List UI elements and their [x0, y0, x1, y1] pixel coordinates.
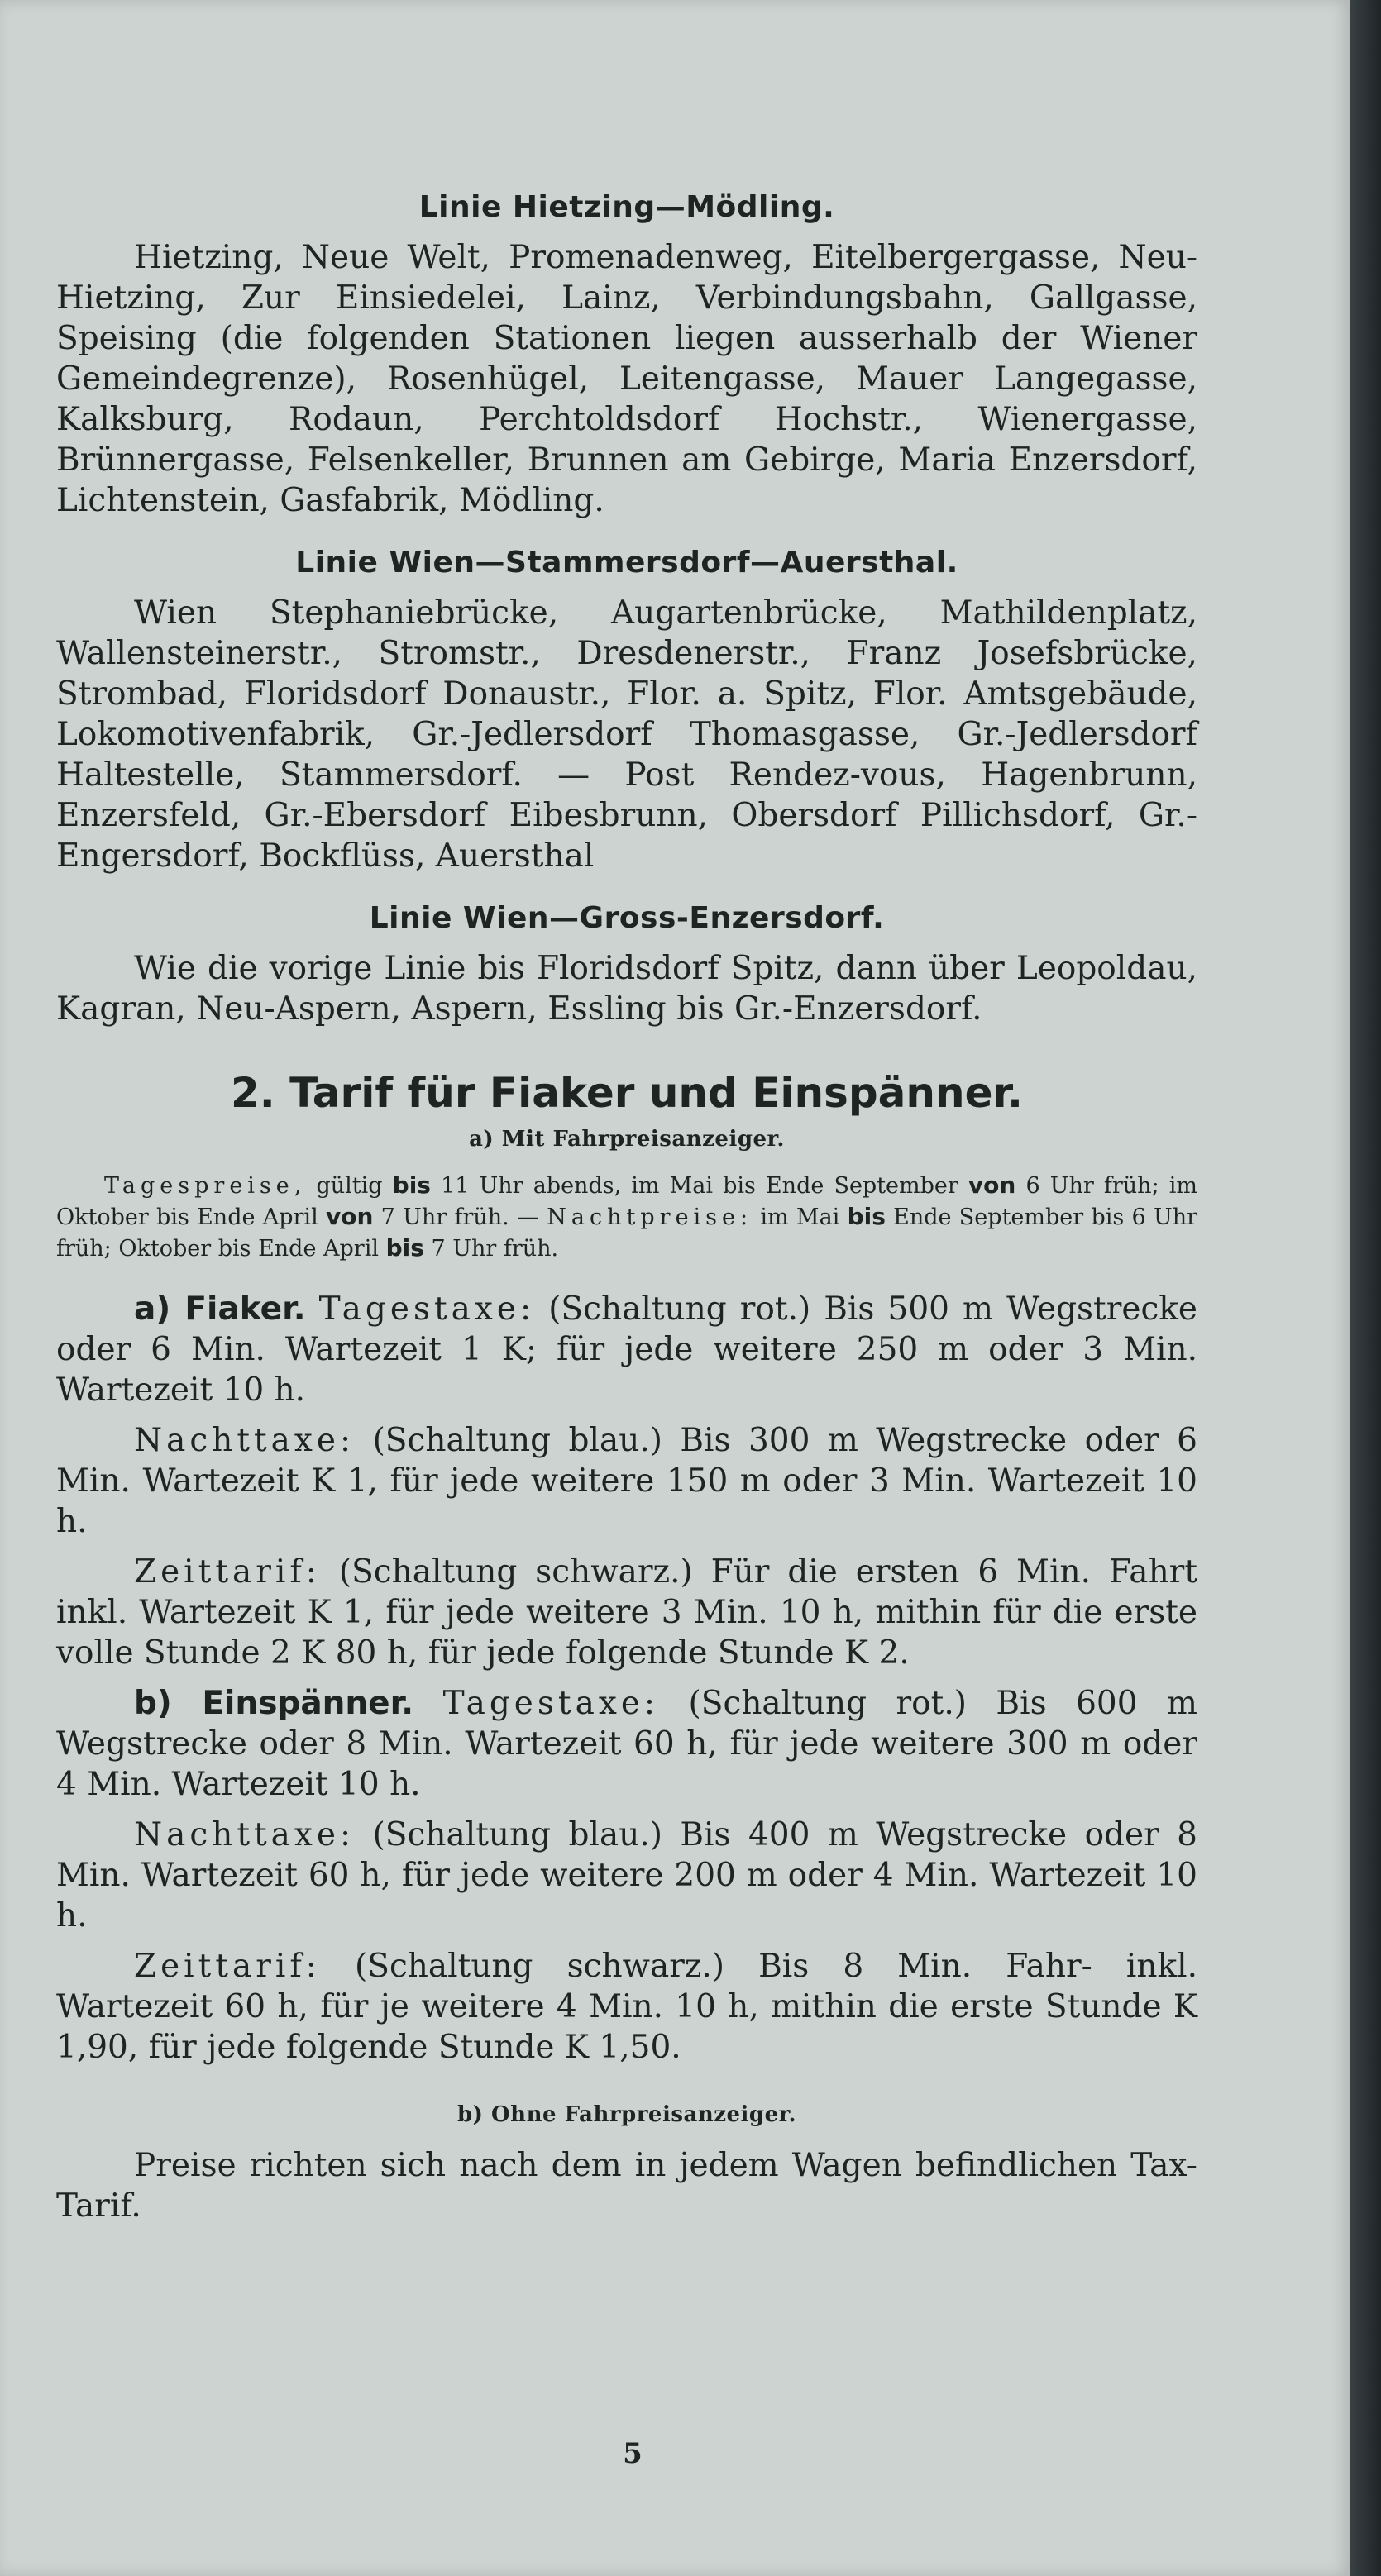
- fiaker-label: a) Fiaker.: [134, 1290, 306, 1328]
- einspaenner-tagestaxe: b) Einspänner. Tagestaxe: (Schaltung rot.) Bis 600 m Wegstrecke oder 8 Min. Wartezeit 60 h, für jede weitere 300 m oder 4 Min. Wartezeit 10 h.: [56, 1685, 1197, 1803]
- fiaker-zeittarif: Zeittarif: (Schaltung schwarz.) Für die ersten 6 Min. Fahrt inkl. Wartezeit K 1, für jede weitere 3 Min. 10 h, mithin für die erste volle Stunde 2 K 80 h, für jede folgende Stunde K 2.: [56, 1553, 1197, 1672]
- ohne-fahrpreisanzeiger-text: Preise richten sich nach dem in jedem Wagen befindlichen Tax-Tarif.: [56, 2147, 1197, 2225]
- einspaenner-nachttaxe: Nachttaxe: (Schaltung blau.) Bis 400 m Wegstrecke oder 8 Min. Wartezeit 60 h, für jede weitere 200 m oder 4 Min. Wartezeit 10 h.: [56, 1816, 1197, 1934]
- tagespreise-label: Tagespreise,: [104, 1173, 307, 1199]
- stations-enzersdorf: Wie die vorige Linie bis Floridsdorf Spitz, dann über Leopoldau, Kagran, Neu-Aspern, Aspern, Essling bis Gr.-Enzersdorf.: [56, 950, 1197, 1028]
- nachtpreise-label: Nachtpreise:: [547, 1205, 753, 1230]
- hours-note: Tagespreise, gültig bis 11 Uhr abends, im Mai bis Ende September von 6 Uhr früh; im Oktober bis Ende April von 7 Uhr früh. — Nachtpreise: im Mai bis Ende September bis 6 Uhr früh; Oktober bis Ende April bis 7 Uhr früh.: [56, 1171, 1198, 1262]
- stations-stammersdorf: Wien Stephaniebrücke, Augartenbrücke, Mathildenplatz, Wallensteinerstr., Stromstr., Dresdenerstr., Franz Josefsbrücke, Strombad, Floridsdorf Donaustr., Flor. a. Spitz, Flor. Amtsgebäude, Lokomotivenfabrik, Gr.-Jedlersdorf Thomasgasse, Gr.-Jedlersdorf Haltestelle, Stammersdorf. — Post Rendez-vous, Hagenbrunn, Enzersfeld, Gr.-Ebersdorf Eibesbrunn, Obersdorf Pillichsdorf, Gr.-Engersdorf, Bockflüss, Auersthal: [56, 594, 1197, 875]
- page-content: [56, 190, 1197, 2226]
- subheading-ohne-fahrpreisanzeiger: b) Ohne Fahrpreisanzeiger.: [456, 2102, 797, 2127]
- book-edge: [1350, 0, 1381, 2576]
- einspaenner-label: b) Einspänner.: [134, 1685, 414, 1722]
- einspaenner-zeittarif: Zeittarif: (Schaltung schwarz.) Bis 8 Min. Fahr- inkl. Wartezeit 60 h, für je weitere 4 Min. 10 h, mithin die erste Stunde K 1,90, für jede folgende Stunde K 1,50.: [56, 1948, 1197, 2066]
- heading-stammersdorf: Linie Wien—Stammersdorf—Auersthal.: [295, 546, 958, 580]
- stations-hietzing: Hietzing, Neue Welt, Promenadenweg, Eitelbergergasse, Neu-Hietzing, Zur Einsiedelei, Lainz, Verbindungsbahn, Gallgasse, Speising (die folgenden Stationen liegen ausserhalb der Wiener Gemeindegrenze), Rosenhügel, Leitengasse, Mauer Langegasse, Kalksburg, Rodaun, Perchtoldsdorf Hochstr., Wienergasse, Brünnergasse, Felsenkeller, Brunnen am Gebirge, Maria Enzersdorf, Lichtenstein, Gasfabrik, Mödling.: [56, 239, 1197, 519]
- subheading-mit-fahrpreisanzeiger: a) Mit Fahrpreisanzeiger.: [469, 1127, 785, 1152]
- fiaker-tagestaxe: a) Fiaker. Tagestaxe: (Schaltung rot.) Bis 500 m Wegstrecke oder 6 Min. Wartezeit 1 K; für jede weitere 250 m oder 3 Min. Wartezeit 10 h.: [56, 1290, 1198, 1409]
- heading-enzersdorf: Linie Wien—Gross-Enzersdorf.: [369, 901, 885, 935]
- section-title-tarif: 2. Tarif für Fiaker und Einspänner.: [230, 1069, 1024, 1117]
- heading-hietzing: Linie Hietzing—Mödling.: [418, 190, 835, 224]
- fiaker-nachttaxe: Nachttaxe: (Schaltung blau.) Bis 300 m Wegstrecke oder 6 Min. Wartezeit K 1, für jede weitere 150 m oder 3 Min. Wartezeit 10 h.: [56, 1422, 1197, 1540]
- page-number: 5: [623, 2437, 643, 2470]
